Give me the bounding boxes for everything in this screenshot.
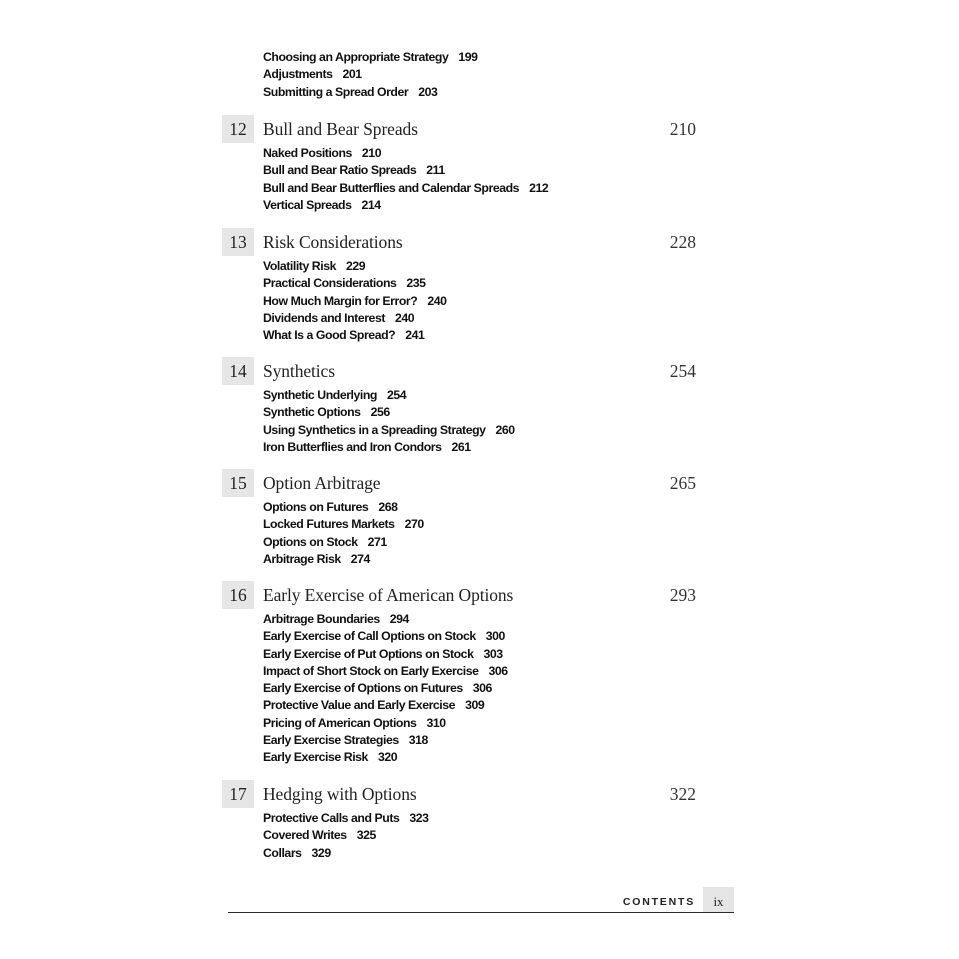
folio-page-number: ix	[703, 887, 734, 913]
entry-title: Bull and Bear Ratio Spreads	[263, 163, 417, 178]
chapter-12	[222, 115, 696, 214]
chapter-entries	[263, 145, 696, 214]
entry-page: 306	[472, 681, 492, 696]
toc-entry	[263, 180, 696, 197]
entry-title: Pricing of American Options	[263, 715, 417, 730]
chapter-heading	[222, 780, 696, 808]
entry-page: 271	[367, 534, 387, 549]
entry-title: Arbitrage Boundaries	[263, 612, 380, 626]
entry-page: 261	[451, 439, 471, 454]
entry-page: 325	[356, 828, 376, 843]
entry-title: Arbitrage Risk	[263, 551, 341, 566]
toc-entry	[263, 534, 696, 551]
entry-page: 294	[389, 612, 409, 626]
chapter-title: Hedging with Options	[263, 784, 417, 804]
toc-entry	[263, 66, 478, 83]
entry-page: 241	[405, 328, 425, 343]
chapter-entries	[263, 810, 696, 862]
chapter-title: Option Arbitrage	[263, 473, 381, 493]
toc-entry	[263, 810, 696, 827]
entry-title: Protective Value and Early Exercise	[263, 698, 456, 713]
chapter-title: Risk Considerations	[263, 232, 403, 252]
toc-entry	[263, 275, 696, 292]
toc-entry	[263, 422, 696, 439]
chapter-heading	[222, 469, 696, 497]
toc-entry	[263, 680, 696, 697]
chapter-title: Synthetics	[263, 361, 335, 381]
chapter-page: 228	[669, 232, 696, 252]
entry-page: 306	[488, 663, 508, 678]
entry-page: 240	[394, 310, 415, 325]
entry-title: Synthetic Options	[263, 405, 361, 420]
toc-entry	[263, 293, 696, 310]
entry-title: Impact of Short Stock on Early Exercise	[263, 663, 479, 678]
entry-title: Bull and Bear Butterflies and Calendar Spreads	[263, 180, 520, 195]
entry-page: 211	[426, 163, 445, 178]
entry-title: Adjustments	[263, 67, 333, 82]
entry-page: 235	[406, 276, 426, 291]
toc-entry	[263, 628, 696, 645]
entry-title: Naked Positions	[263, 146, 352, 160]
entry-title: Protective Calls and Puts	[263, 811, 400, 825]
toc-entry	[263, 197, 696, 214]
toc-entry	[263, 611, 696, 628]
entry-title: Synthetic Underlying	[263, 388, 377, 402]
toc-entry	[263, 439, 696, 456]
entry-title: Dividends and Interest	[263, 310, 385, 325]
toc-entry	[263, 732, 696, 749]
chapter-title: Bull and Bear Spreads	[263, 119, 418, 139]
entry-title: Submitting a Spread Order	[263, 84, 409, 99]
entry-page: 256	[370, 405, 390, 420]
entry-page: 214	[361, 197, 381, 212]
chapter-heading	[222, 357, 696, 385]
chapter-entries	[263, 499, 696, 568]
entry-page: 260	[495, 422, 515, 437]
chapter-page: 265	[669, 473, 696, 493]
chapter-16	[222, 581, 696, 767]
chapter-number: 16	[222, 581, 254, 609]
entry-page: 300	[485, 629, 505, 644]
toc-entry	[263, 516, 696, 533]
entry-title: Early Exercise Risk	[263, 750, 368, 765]
chapter-number: 13	[222, 228, 254, 256]
toc-entry	[263, 715, 696, 732]
chapter-page: 322	[669, 784, 696, 804]
toc-entry	[263, 145, 696, 162]
entry-title: Early Exercise of Options on Futures	[263, 681, 463, 696]
entry-page: 320	[377, 750, 398, 765]
entry-page: 199	[458, 50, 478, 64]
toc-entry	[263, 646, 696, 663]
entry-title: Using Synthetics in a Spreading Strategy	[263, 422, 486, 437]
entry-title: Early Exercise Strategies	[263, 733, 399, 748]
entry-title: Early Exercise of Put Options on Stock	[263, 646, 474, 661]
chapter-page: 293	[669, 585, 696, 605]
toc-entry	[263, 327, 696, 344]
intro-entries	[263, 49, 478, 101]
toc-entry	[263, 310, 696, 327]
entry-page: 310	[426, 715, 446, 730]
entry-title: Practical Considerations	[263, 276, 397, 291]
entry-page: 240	[427, 293, 447, 308]
entry-page: 203	[418, 84, 438, 99]
chapter-14	[222, 357, 696, 456]
toc-entry	[263, 749, 696, 766]
toc-entry	[263, 162, 696, 179]
chapter-entries	[263, 387, 696, 456]
entry-page: 229	[345, 259, 366, 273]
toc-entry	[263, 845, 696, 862]
entry-title: Covered Writes	[263, 828, 347, 843]
toc-entry	[263, 697, 696, 714]
chapter-number: 15	[222, 469, 254, 497]
chapter-17	[222, 780, 696, 862]
entry-title: Options on Stock	[263, 534, 358, 549]
entry-page: 254	[387, 388, 407, 402]
entry-title: Early Exercise of Call Options on Stock	[263, 629, 476, 644]
chapter-page: 210	[669, 119, 696, 139]
toc-entry	[263, 49, 478, 66]
chapter-page: 254	[669, 361, 696, 381]
entry-title: Options on Futures	[263, 500, 369, 514]
toc-entry	[263, 551, 696, 568]
entry-page: 323	[409, 811, 429, 825]
chapter-13	[222, 228, 696, 344]
chapter-number: 12	[222, 115, 254, 143]
toc-entry	[263, 258, 696, 275]
toc-entry	[263, 663, 696, 680]
entry-page: 309	[465, 698, 485, 713]
chapter-heading	[222, 228, 696, 256]
entry-title: Locked Futures Markets	[263, 517, 395, 532]
toc-entry	[263, 404, 696, 421]
entry-page: 270	[404, 517, 424, 532]
entry-title: Choosing an Appropriate Strategy	[263, 50, 449, 64]
toc-entry	[263, 84, 478, 101]
chapter-entries	[263, 611, 696, 767]
entry-title: Iron Butterflies and Iron Condors	[263, 439, 442, 454]
chapter-heading	[222, 115, 696, 143]
toc-entry	[263, 499, 696, 516]
entry-title: Volatility Risk	[263, 259, 336, 273]
running-footer-label: CONTENTS	[622, 896, 695, 908]
entry-page: 274	[350, 551, 370, 566]
entry-title: Collars	[263, 845, 302, 860]
entry-page: 212	[529, 180, 549, 195]
entry-title: What Is a Good Spread?	[263, 328, 396, 343]
toc-entry	[263, 827, 696, 844]
entry-page: 268	[378, 500, 398, 514]
footer-rule	[228, 912, 734, 913]
entry-page: 318	[408, 733, 428, 748]
entry-page: 201	[342, 67, 362, 82]
entry-title: How Much Margin for Error?	[263, 293, 418, 308]
toc-entry	[263, 387, 696, 404]
entry-title: Vertical Spreads	[263, 197, 352, 212]
chapter-number: 14	[222, 357, 254, 385]
chapter-15	[222, 469, 696, 568]
entry-page: 329	[311, 845, 331, 860]
chapter-heading	[222, 581, 696, 609]
chapter-title: Early Exercise of American Options	[263, 585, 514, 605]
entry-page: 303	[483, 646, 503, 661]
entry-page: 210	[361, 146, 382, 160]
chapter-number: 17	[222, 780, 254, 808]
chapter-entries	[263, 258, 696, 344]
